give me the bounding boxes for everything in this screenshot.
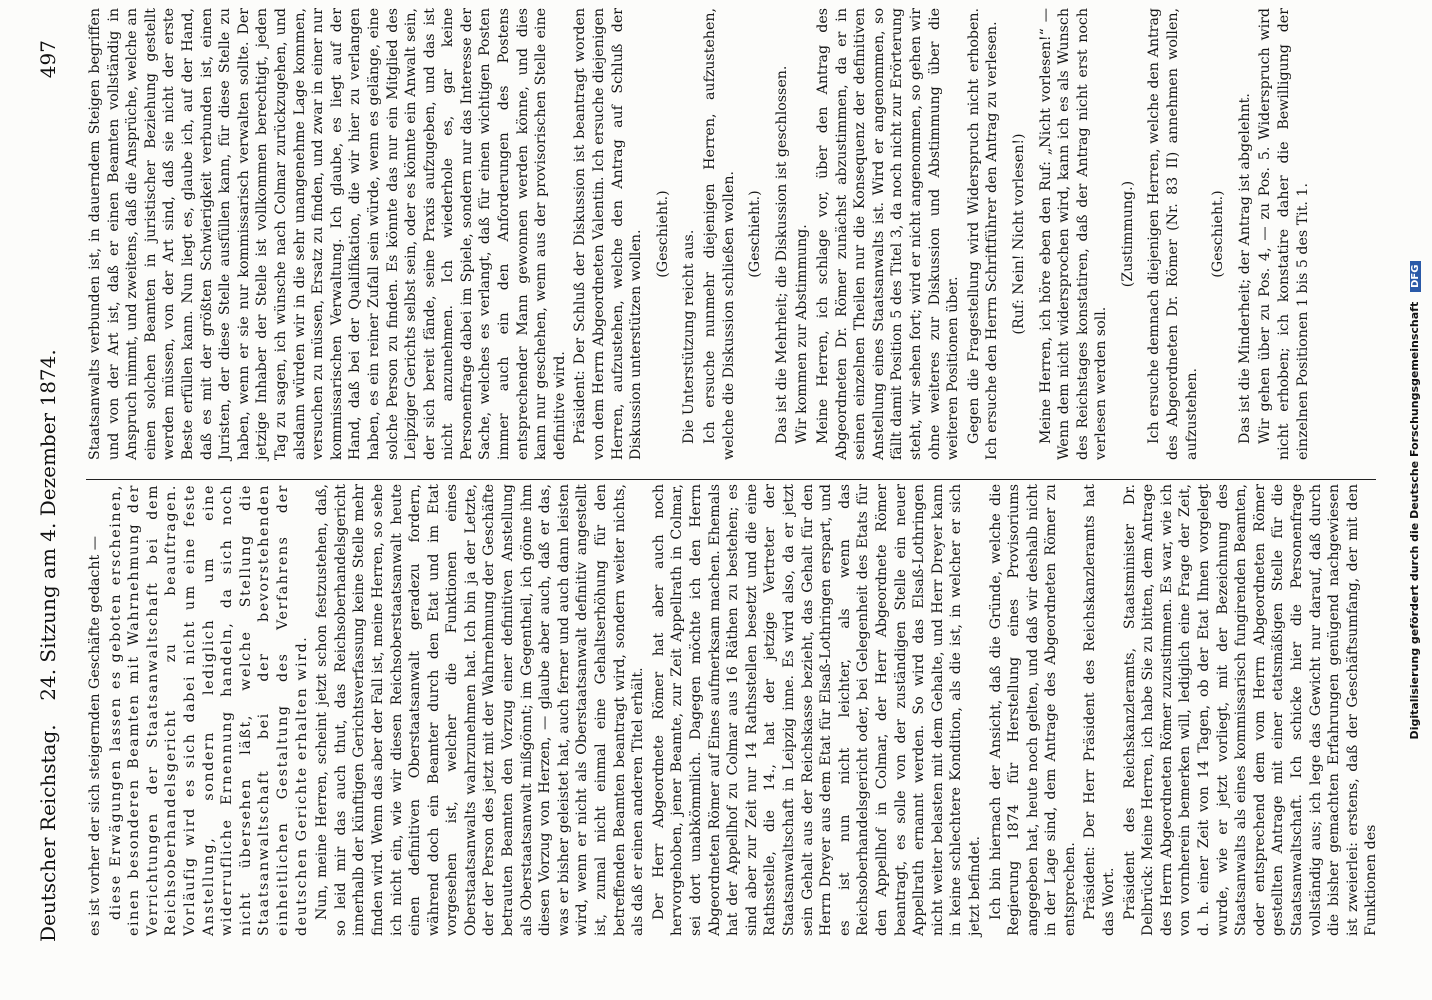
paragraph: Das ist die Minderheit; der Antrag ist abgelehnt. <box>1236 93 1253 444</box>
paragraph: es ist vorher der sich steigernden Geschäfte gedacht — <box>87 536 103 936</box>
paragraph: Meine Herren, ich schlage vor, über den Antrag des Abgeordneten Dr. Römer zunächst abzustimmen, da er in seinen einzelnen Theilen nur die Konsequenz der definitiven Anstellung eines Staatsanwalts ist. Wird er angenommen, so fällt damit Position 5 des Titel 3, da noch nicht zur Erörterung steht, wir sehen fort; wird er nicht angenommen, so gehen wir ohne weiteres zur Diskussion und Abstimmung über die weiteren Positionen über. <box>814 7 962 460</box>
paragraph: Präsident: Der Herr Präsident des Reichskanzleramts hat das Wort. <box>1082 484 1118 936</box>
column-divider <box>86 479 1376 480</box>
session-title: 24. Sitzung am 4. Dezember 1874. <box>36 349 60 701</box>
paragraph: Ich ersuche nunmehr diejenigen Herren, aufzustehen, welche die Diskussion schließen wollen. <box>702 8 737 460</box>
stage-direction: (Geschieht.) <box>747 190 764 278</box>
paragraph: Präsident des Reichskanzleramts, Staatsminister Dr. Delbrück: Meine Herren, ich habe Sie zu bitten, dem Antrage des Herrn Abgeordneten Römer zuzustimmen. Es war, wie ich von vornherein bemerken will, lediglich eine Frage der Zeit, d. h. einer Zeit von 14 Tagen, ob der Etat Ihnen vorgelegt wurde, wie er jetzt vorliegt, mit der Bezeichnung des Staatsanwalts als eines kommissarisch fungirenden Beamten, oder entsprechend dem vom Herrn Abgeordneten Römer gestellten Antrage mit einer etatsmäßigen Stelle für die Staatsanwaltschaft. Ich schicke hier die Personenfrage vollständig aus; ich lege das Gewicht nur darauf, daß durch die bisher gemachten Erfahrungen genügend nachgewiesen ist zweierlei: erstens, daß der Geschäftsumfang, der mit den Funktionen des <box>1121 484 1380 936</box>
page-number: 497 <box>36 40 60 79</box>
publication-title: Deutscher Reichstag. <box>36 724 60 942</box>
paragraph: Das ist die Mehrheit; die Diskussion ist geschlossen. <box>773 65 790 444</box>
left-column <box>86 484 1380 936</box>
paragraph: Präsident: Der Schluß der Diskussion ist beantragt worden von dem Herrn Abgeordneten Valentin. Ich ersuche diejenigen Herren, aufzustehen, welche den Antrag auf Schluß der Diskussion unterstützen wollen. <box>572 8 645 460</box>
stage-direction: (Geschieht.) <box>654 190 671 278</box>
paragraph: Der Herr Abgeordnete Römer hat aber auch noch hervorgehoben, jener Beamte, zur Zeit Appellrath in Colmar, sei dort unabkömmlich. Dagegen möchte ich den Herrn Abgeordneten Römer auf Eines aufmerksam machen. Ehemals hat der Appellhof zu Colmar aus 16 Räthen zu bestehen; es sind aber zur Zeit nur 14 Rathsstellen besetzt und die eine Rathsstelle, die 14., hat der jetzige Vertreter der Staatsanwaltschaft in Leipzig inne. Es wird also, da er jetzt sein Gehalt aus der Reichskasse bezieht, das Gehalt für den Herrn Dreyer aus dem Etat für Elsaß-Lothringen erspart, und es ist nun nicht leichter, als wenn das Reichsoberhandelsgericht oder, bei Gelegenheit des Etats für den Appellhof in Colmar, der Herr Abgeordnete Römer beantragt, es solle von der zuständigen Stelle ein neuer Appellrath ernannt werden. So wird das Elsaß-Lothringen nicht weiter belasten mit dem Gehalte, und Herr Dreyer kann in keine schlechtere Kondition, als die ist, in welcher er sich jetzt befindet. <box>650 484 983 936</box>
stage-direction: (Geschieht.) <box>1210 190 1227 278</box>
page-header <box>28 0 68 1000</box>
paragraph: diese Erwägungen lassen es geboten erscheinen, einen besonderen Beamten mit Wahrnehmung der Verrichtungen der Staatsanwaltschaft bei dem Reichsoberhandelsgericht zu beauftragen. Vorläufig wird es sich dabei nicht um eine feste Anstellung, sondern lediglich um eine widerrufliche Ernennung handeln, da sich noch nicht übersehen läßt, welche Stellung die Staatsanwaltschaft bei der bevorstehenden einheitlichen Gestaltung des Verfahrens der deutschen Gerichte erhalten wird. <box>107 484 310 936</box>
dfg-credit-text: Digitalisierung gefördert durch die Deutsche Forschungsgemeinschaft <box>1408 301 1421 740</box>
paragraph: Staatsanwalts verbunden ist, in dauerndem Steigen begriffen und von der Art ist, daß er einen Beamten vollständig in Anspruch nimmt, und zweitens, daß die Ansprüche, welche an einen solchen Beamten in juristischer Beziehung gestellt werden müssen, von der Art sind, daß sie nicht der erste Beste erfüllen kann. Nun liegt es, glaube ich, auf der Hand, daß es mit der größten Schwierigkeit verbunden ist, einen Juristen, der diese Stelle ausfüllen kann, für diese Stelle zu haben, wenn er sie nur kommissarisch verwalten sollte. Der jetzige Inhaber der Stelle ist vollkommen berechtigt, jeden Tag zu sagen, ich wünsche nach Colmar zurückzugehen, und alsdann würden wir in die sehr unangenehme Lage kommen, versuchen zu müssen, Ersatz zu finden, und zwar in einer nur kommissarischen Verwaltung. Ich glaube, es liegt auf der Hand, daß bei der Qualifikation, die wir hier zu verlangen haben, es ein reiner Zufall sein würde, wenn es gelänge, eine solche Person zu finden. Es könnte das nur ein Mitglied des Leipziger Gerichts selbst sein, oder es könnte ein Anwalt sein, der sich bereit fände, seine Praxis aufzugeben, und das ist nicht anzunehmen. Ich wiederhole es, gar keine Personenfrage dabei im Spiele, sondern nur das Interesse der Sache, welches es verlangt, daß für einen wichtigen Posten immer auch ein den Anforderungen des Postens entsprechender Mann gewonnen werden könne, und dies kann nur geschehen, wenn aus der provisorischen Stelle eine definitive wird. <box>87 8 568 460</box>
paragraph: Ich ersuche demnach diejenigen Herren, welche den Antrag des Abgeordneten Dr. Römer (Nr. 83 II) annehmen wollen, aufzustehen. <box>1146 8 1200 460</box>
dfg-margin-note <box>1404 20 1428 990</box>
paragraph: Die Unterstützung reicht aus. <box>681 229 698 444</box>
dfg-logo: DFG <box>1410 261 1421 292</box>
paragraph: Meine Herren, ich höre eben den Ruf: „Nicht vorlesen!“ — Wenn dem nicht widersprochen wird, kann ich es als Wunsch des Reichstages konstatiren, daß der Antrag nicht erst noch verlesen werden soll. <box>1037 8 1110 460</box>
paragraph: Ich bin hiernach der Ansicht, daß die Gründe, welche die Regierung 1874 für Herstellung eines Provisoriums angegeben hat, heute noch gelten, und daß wir deshalb nicht in der Lage sind, dem Antrage des Abgeordneten Römer zu entsprechen. <box>987 484 1078 936</box>
right-column <box>86 8 1366 460</box>
stage-direction: (Zustimmung.) <box>1119 180 1136 288</box>
paragraph: Wir kommen zur Abstimmung. <box>794 224 811 444</box>
paragraph: Wir gehen über zu Pos. 4, — zu Pos. 5. Widerspruch wird nicht erhoben; ich konstatire daher die Bewilligung der einzelnen Positionen 1 bis 5 des Tit. 1. <box>1257 8 1311 460</box>
stage-direction: (Ruf: Nein! Nicht vorlesen!) <box>1010 133 1027 335</box>
paragraph: Gegen die Fragestellung wird Widerspruch nicht erhoben. Ich ersuche den Herrn Schriftführer den Antrag zu verlesen. <box>965 8 1001 460</box>
paragraph: Nun, meine Herren, scheint jetzt schon festzustehen, daß, so leid mir das auch thut, das Reichsoberhandelsgericht innerhalb der künftigen Gerichtsverfassung keine Stelle mehr finden wird. Wenn das aber der Fall ist, meine Herren, so sehe ich nicht ein, wie wir diesen Reichsoberstaatsanwalt heute einen definitiven Oberstaatsanwalt geradezu fordern, während doch ein Beamter durch den Etat und im Etat vorgesehen ist, welcher die Funktionen eines Oberstaatsanwalts wahrzunehmen hat. Ich bin ja der Letzte, der der Person des jetzt mit der Wahrnehmung der Geschäfte betrauten Beamten den Vorzug einer definitiven Anstellung als Oberstaatsanwalt mißgönnt; im Gegentheil, ich gönne ihm diesen Vorzug von Herzen, — glaube aber auch, daß er das, was er bisher geleistet hat, auch ferner und auch dann leisten wird, wenn er nicht als Oberstaatsanwalt definitiv angestellt ist, zumal nicht einmal eine Gehaltserhöhung für den betreffenden Beamten beantragt wird, sondern weiter nichts, als daß er einen anderen Titel erhält. <box>314 484 647 936</box>
